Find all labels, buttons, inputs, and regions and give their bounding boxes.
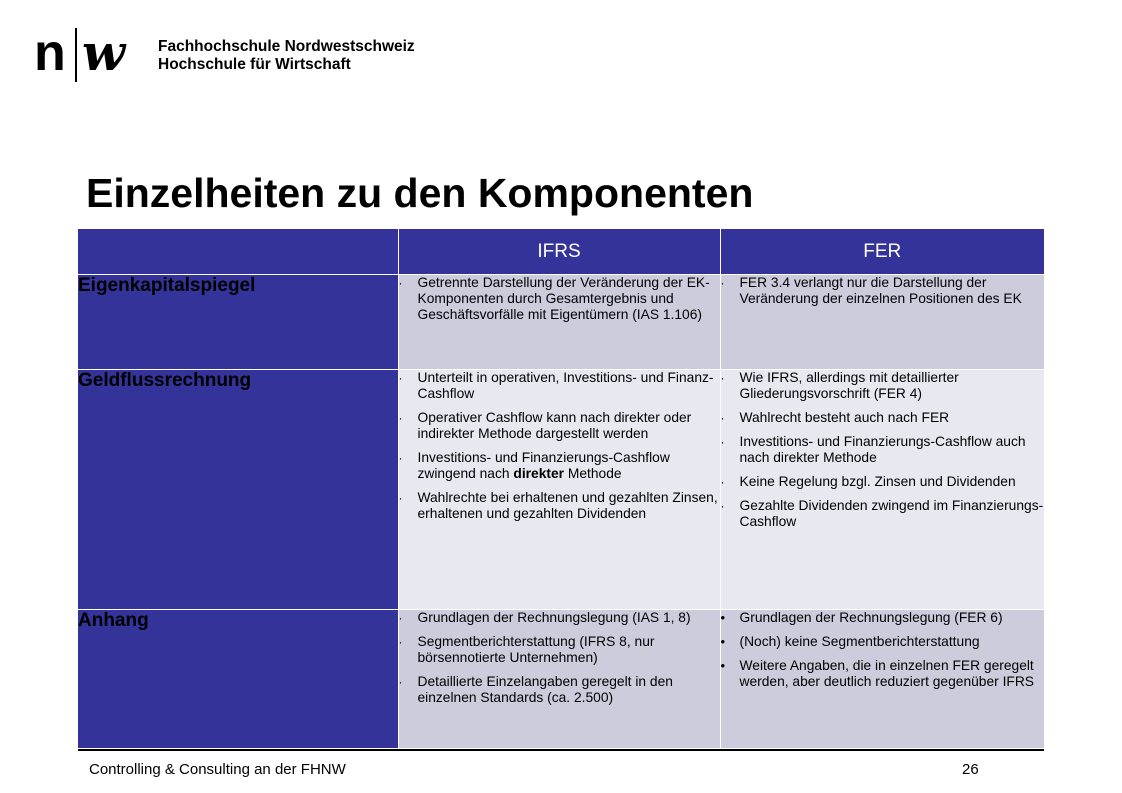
header-empty: [78, 229, 398, 275]
cell-ifrs: [398, 610, 720, 748]
table-header-row: [78, 229, 1044, 275]
cell-ifrs: [398, 275, 720, 370]
cell-ifrs: [398, 370, 720, 610]
emphasis-direkter: direkter: [513, 466, 565, 481]
list-item: · Gezahlte Dividenden zwingend im Finanzierungs-Cashflow: [721, 498, 1045, 530]
table-row: [78, 275, 1044, 370]
row-label-eigenkapitalspiegel: Eigenkapitalspiegel: [78, 275, 398, 370]
cell-fer: [720, 275, 1044, 370]
fhnw-logo-mark: n w: [34, 23, 126, 82]
table-bottom-rule: [78, 749, 1044, 751]
list-item: · Segmentberichterstattung (IFRS 8, nur börsennotierte Unternehmen): [399, 634, 720, 666]
list-item: • (Noch) keine Segmentberichterstattung: [721, 634, 1045, 650]
list-item: · Getrennte Darstellung der Veränderung der EK-Komponenten durch Gesamtergebnis und Geschäftsvorfälle mit Eigentümern (IAS 1.106): [399, 275, 720, 323]
list-item: · Investitions- und Finanzierungs-Cashflow auch nach direkter Methode: [721, 434, 1045, 466]
cell-fer: [720, 370, 1044, 610]
list-item: · Wie IFRS, allerdings mit detaillierter Gliederungsvorschrift (FER 4): [721, 370, 1045, 402]
row-label-anhang: Anhang: [78, 610, 398, 748]
footer-text: Controlling & Consulting an der FHNW: [89, 761, 346, 778]
list-item: · Investitions- und Finanzierungs-Cashflow zwingend nach direkter Methode: [399, 450, 720, 482]
list-item: · Keine Regelung bzgl. Zinsen und Dividenden: [721, 474, 1045, 490]
table-row: [78, 610, 1044, 748]
header-ifrs: IFRS: [398, 229, 720, 275]
row-label-geldflussrechnung: Geldflussrechnung: [78, 370, 398, 610]
page-number: 26: [962, 761, 979, 778]
header-fer: FER: [720, 229, 1044, 275]
comparison-table: [78, 229, 1044, 748]
list-item: • Grundlagen der Rechnungslegung (FER 6): [721, 610, 1045, 626]
slide-title: Einzelheiten zu den Komponenten: [86, 170, 754, 216]
list-item: · Grundlagen der Rechnungslegung (IAS 1, 8): [399, 610, 720, 626]
list-item: · Operativer Cashflow kann nach direkter oder indirekter Methode dargestellt werden: [399, 410, 720, 442]
list-item: · Detaillierte Einzelangaben geregelt in den einzelnen Standards (ca. 2.500): [399, 674, 720, 706]
logo-line-1: Fachhochschule Nordwestschweiz: [158, 38, 415, 55]
list-item: · FER 3.4 verlangt nur die Darstellung der Veränderung der einzelnen Positionen des EK: [721, 275, 1045, 307]
cell-fer: [720, 610, 1044, 748]
table-row: [78, 370, 1044, 610]
list-item: · Wahlrechte bei erhaltenen und gezahlten Zinsen, erhaltenen und gezahlten Dividenden: [399, 490, 720, 522]
list-item: · Wahlrecht besteht auch nach FER: [721, 410, 1045, 426]
list-item: • Weitere Angaben, die in einzelnen FER geregelt werden, aber deutlich reduziert gegenüber IFRS: [721, 658, 1045, 690]
logo-text: [158, 38, 415, 74]
list-item: · Unterteilt in operativen, Investitions- und Finanz-Cashflow: [399, 370, 720, 402]
logo-line-2: Hochschule für Wirtschaft: [158, 56, 351, 73]
